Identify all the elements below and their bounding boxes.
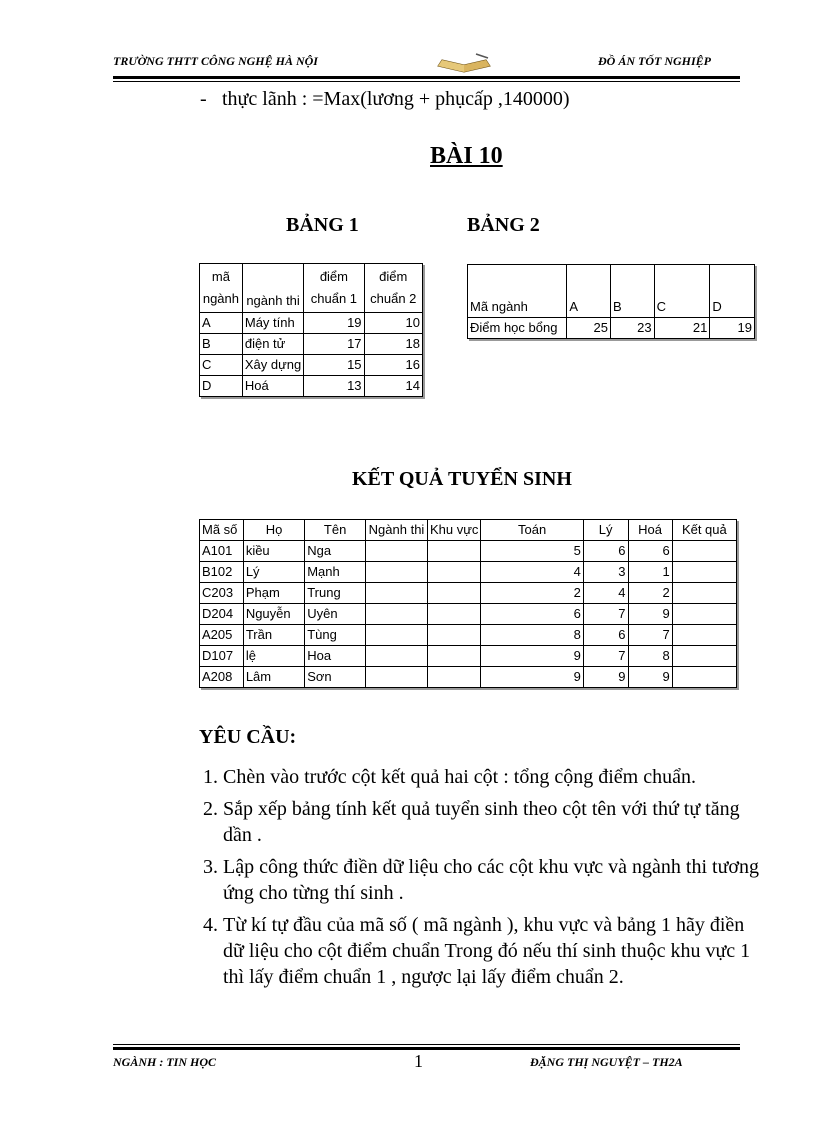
- table-row: A205 Trần Tùng 8 6 7: [200, 625, 737, 646]
- table2-row-scores: Điểm học bổng 25 23 21 19: [468, 318, 755, 339]
- table-row: B102 Lý Mạnh 4 3 1: [200, 562, 737, 583]
- formula-bullet: -: [200, 88, 207, 110]
- list-item: 4. Từ kí tự đầu của mã số ( mã ngành ), khu vực và bảng 1 hãy điền dữ liệu cho cột điểm chuẩn Trong đó nếu thí sinh thuộc khu vực 1 thì lấy điểm chuẩn 1 , ngược lại lấy điểm chuẩn 2.: [223, 912, 768, 990]
- results-table: [199, 519, 737, 688]
- results-title: KẾT QUẢ TUYỂN SINH: [352, 468, 572, 490]
- table-row: C Xây dựng 15 16: [200, 355, 423, 376]
- requirements-list: [199, 764, 768, 996]
- table1-header-row: mã ngành ngành thi điểm chuẩn 1 điểm chuẩn 2: [200, 264, 423, 313]
- table-row: D Hoá 13 14: [200, 376, 423, 397]
- table2-title: BẢNG 2: [467, 214, 540, 236]
- table-row: A101 kiều Nga 5 6 6: [200, 541, 737, 562]
- list-item: 2. Sắp xếp bảng tính kết quả tuyển sinh theo cột tên với thứ tự tăng dần .: [223, 796, 768, 848]
- formula-line: thực lãnh : =Max(lương + phụcấp ,140000): [222, 88, 570, 110]
- table-row: B điện tử 17 18: [200, 334, 423, 355]
- page-number: 1: [414, 1051, 423, 1071]
- list-item: 1. Chèn vào trước cột kết quả hai cột : tổng cộng điểm chuẩn.: [223, 764, 768, 790]
- lesson-title: BÀI 10: [430, 143, 503, 169]
- results-header-row: Mã số Họ Tên Ngành thi Khu vực Toán Lý Hoá Kết quả: [200, 520, 737, 541]
- table-row: C203 Phạm Trung 2 4 2: [200, 583, 737, 604]
- table2: [467, 264, 755, 339]
- table-row: D107 lệ Hoa 9 7 8: [200, 646, 737, 667]
- table-row: A Máy tính 19 10: [200, 313, 423, 334]
- table-row: D204 Nguyễn Uyên 6 7 9: [200, 604, 737, 625]
- requirements-title: YÊU CẦU:: [199, 726, 297, 748]
- table1-title: BẢNG 1: [286, 214, 359, 236]
- footer-right: ĐẶNG THỊ NGUYỆT – TH2A: [530, 1055, 683, 1069]
- header-rule: [113, 76, 740, 79]
- footer-left: NGÀNH : TIN HỌC: [113, 1055, 217, 1069]
- header-left: TRƯỜNG THTT CÔNG NGHỆ HÀ NỘI: [113, 54, 318, 68]
- header-right: ĐỒ ÁN TỐT NGHIỆP: [598, 54, 711, 68]
- table1: [199, 263, 423, 397]
- list-item: 3. Lập công thức điền dữ liệu cho các cột khu vực và ngành thi tương ứng cho từng thí sinh .: [223, 854, 768, 906]
- table-row: A208 Lâm Sơn 9 9 9: [200, 667, 737, 688]
- footer-rule: [113, 1047, 740, 1050]
- table2-row-codes: Mã ngành A B C D: [468, 265, 755, 318]
